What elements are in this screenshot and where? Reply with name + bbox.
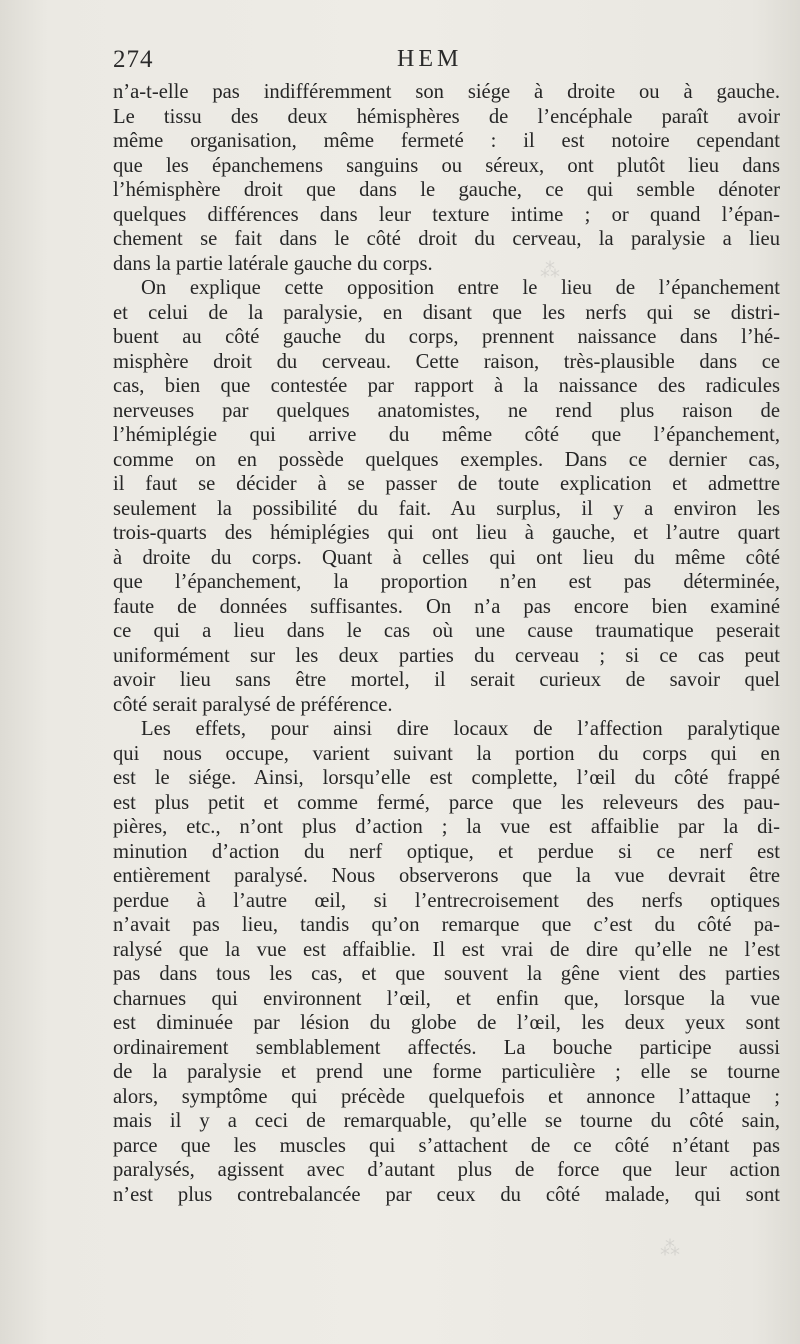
text-line: paralysés, agissent avec d’autant plus de force que leur action (113, 1159, 780, 1181)
paragraph-start-line: On explique cette opposition entre le lieu de l’épanchement (141, 277, 780, 299)
text-line: charnues qui environnent l’œil, et enfin que, lorsque la vue (113, 987, 780, 1010)
text-line: parce que les muscles qui s’attachent de ce côté n’étant pas (113, 1134, 780, 1157)
text-line: faute de données suffisantes. On n’a pas encore bien examiné (113, 595, 780, 618)
text-line: uniformément sur les deux parties du cerveau ; si ce cas peut (113, 644, 780, 667)
text-line: même organisation, même fermeté : il est notoire cependant (113, 130, 780, 152)
text-line: que les épanchemens sanguins ou séreux, ont plutôt lieu dans (113, 154, 780, 177)
text-line: dans la partie latérale gauche du corps. (113, 252, 433, 275)
text-line: est diminuée par lésion du globe de l’œil, les deux yeux sont (113, 1012, 780, 1034)
text-line: n’a-t-elle pas indifféremment son siége à droite ou à gauche. (113, 81, 780, 103)
text-line: l’hémisphère droit que dans le gauche, ce qui semble dénoter (113, 179, 780, 201)
text-line: l’hémiplégie qui arrive du même côté que l’épanchement, (113, 424, 780, 446)
text-line: seulement la possibilité du fait. Au surplus, il y a environ les (113, 497, 780, 520)
running-head: HEM (397, 46, 463, 72)
text-line: alors, symptôme qui précède quelquefois et annonce l’attaque ; (113, 1085, 780, 1108)
text-line: avoir lieu sans être mortel, il serait curieux de savoir quel (113, 669, 780, 691)
text-line: chement se fait dans le côté droit du cerveau, la paralysie a lieu (113, 228, 780, 250)
text-line: buent au côté gauche du corps, prennent naissance dans l’hé- (113, 326, 780, 348)
text-line: côté serait paralysé de préférence. (113, 693, 393, 716)
body-text (113, 80, 780, 1207)
text-line: perdue à l’autre œil, si l’entrecroisement des nerfs optiques (113, 889, 780, 912)
text-line: pières, etc., n’ont plus d’action ; la vue est affaiblie par la di- (113, 816, 780, 838)
bleed-through-mark: ⁂ (660, 1238, 680, 1260)
text-line: est plus petit et comme fermé, parce que les releveurs des pau- (113, 791, 780, 814)
text-line: comme on en possède quelques exemples. Dans ce dernier cas, (113, 448, 780, 471)
paragraph-start-line: Les effets, pour ainsi dire locaux de l’affection paralytique (141, 718, 780, 740)
text-line: qui nous occupe, varient suivant la portion du corps qui en (113, 742, 780, 765)
text-line: quelques différences dans leur texture intime ; or quand l’épan- (113, 203, 780, 226)
text-line: mais il y a ceci de remarquable, qu’elle se tourne du côté sain, (113, 1110, 780, 1132)
text-line: n’avait pas lieu, tandis qu’on remarque que c’est du côté pa- (113, 914, 780, 936)
text-line: il faut se décider à se passer de toute explication et admettre (113, 473, 780, 495)
text-line: n’est plus contrebalancée par ceux du côté malade, qui sont (113, 1183, 780, 1206)
text-line: est le siége. Ainsi, lorsqu’elle est complette, l’œil du côté frappé (113, 767, 780, 789)
text-line: pas dans tous les cas, et que souvent la gêne vient des parties (113, 963, 780, 985)
text-line: misphère droit du cerveau. Cette raison, très-plausible dans ce (113, 350, 780, 373)
text-line: ralysé que la vue est affaiblie. Il est vrai de dire qu’elle ne l’est (113, 938, 780, 961)
text-line: que l’épanchement, la proportion n’en est pas déterminée, (113, 571, 780, 593)
text-line: cas, bien que contestée par rapport à la naissance des radicules (113, 375, 780, 397)
page-number: 274 (113, 46, 154, 73)
text-line: nerveuses par quelques anatomistes, ne rend plus raison de (113, 399, 780, 422)
text-line: Le tissu des deux hémisphères de l’encéphale paraît avoir (113, 105, 780, 128)
text-line: minution d’action du nerf optique, et perdue si ce nerf est (113, 840, 780, 863)
text-line: de la paralysie et prend une forme particulière ; elle se tourne (113, 1061, 780, 1083)
text-line: ce qui a lieu dans le cas où une cause traumatique peserait (113, 620, 780, 642)
text-line: entièrement paralysé. Nous observerons que la vue devrait être (113, 865, 780, 887)
bleed-through-mark: ⁂ (540, 260, 560, 282)
text-line: et celui de la paralysie, en disant que les nerfs qui se distri- (113, 301, 780, 324)
page-header (113, 46, 780, 82)
text-line: à droite du corps. Quant à celles qui ont lieu du même côté (113, 546, 780, 569)
text-line: ordinairement semblablement affectés. La bouche participe aussi (113, 1036, 780, 1059)
text-line: trois-quarts des hémiplégies qui ont lieu à gauche, et l’autre quart (113, 522, 780, 544)
